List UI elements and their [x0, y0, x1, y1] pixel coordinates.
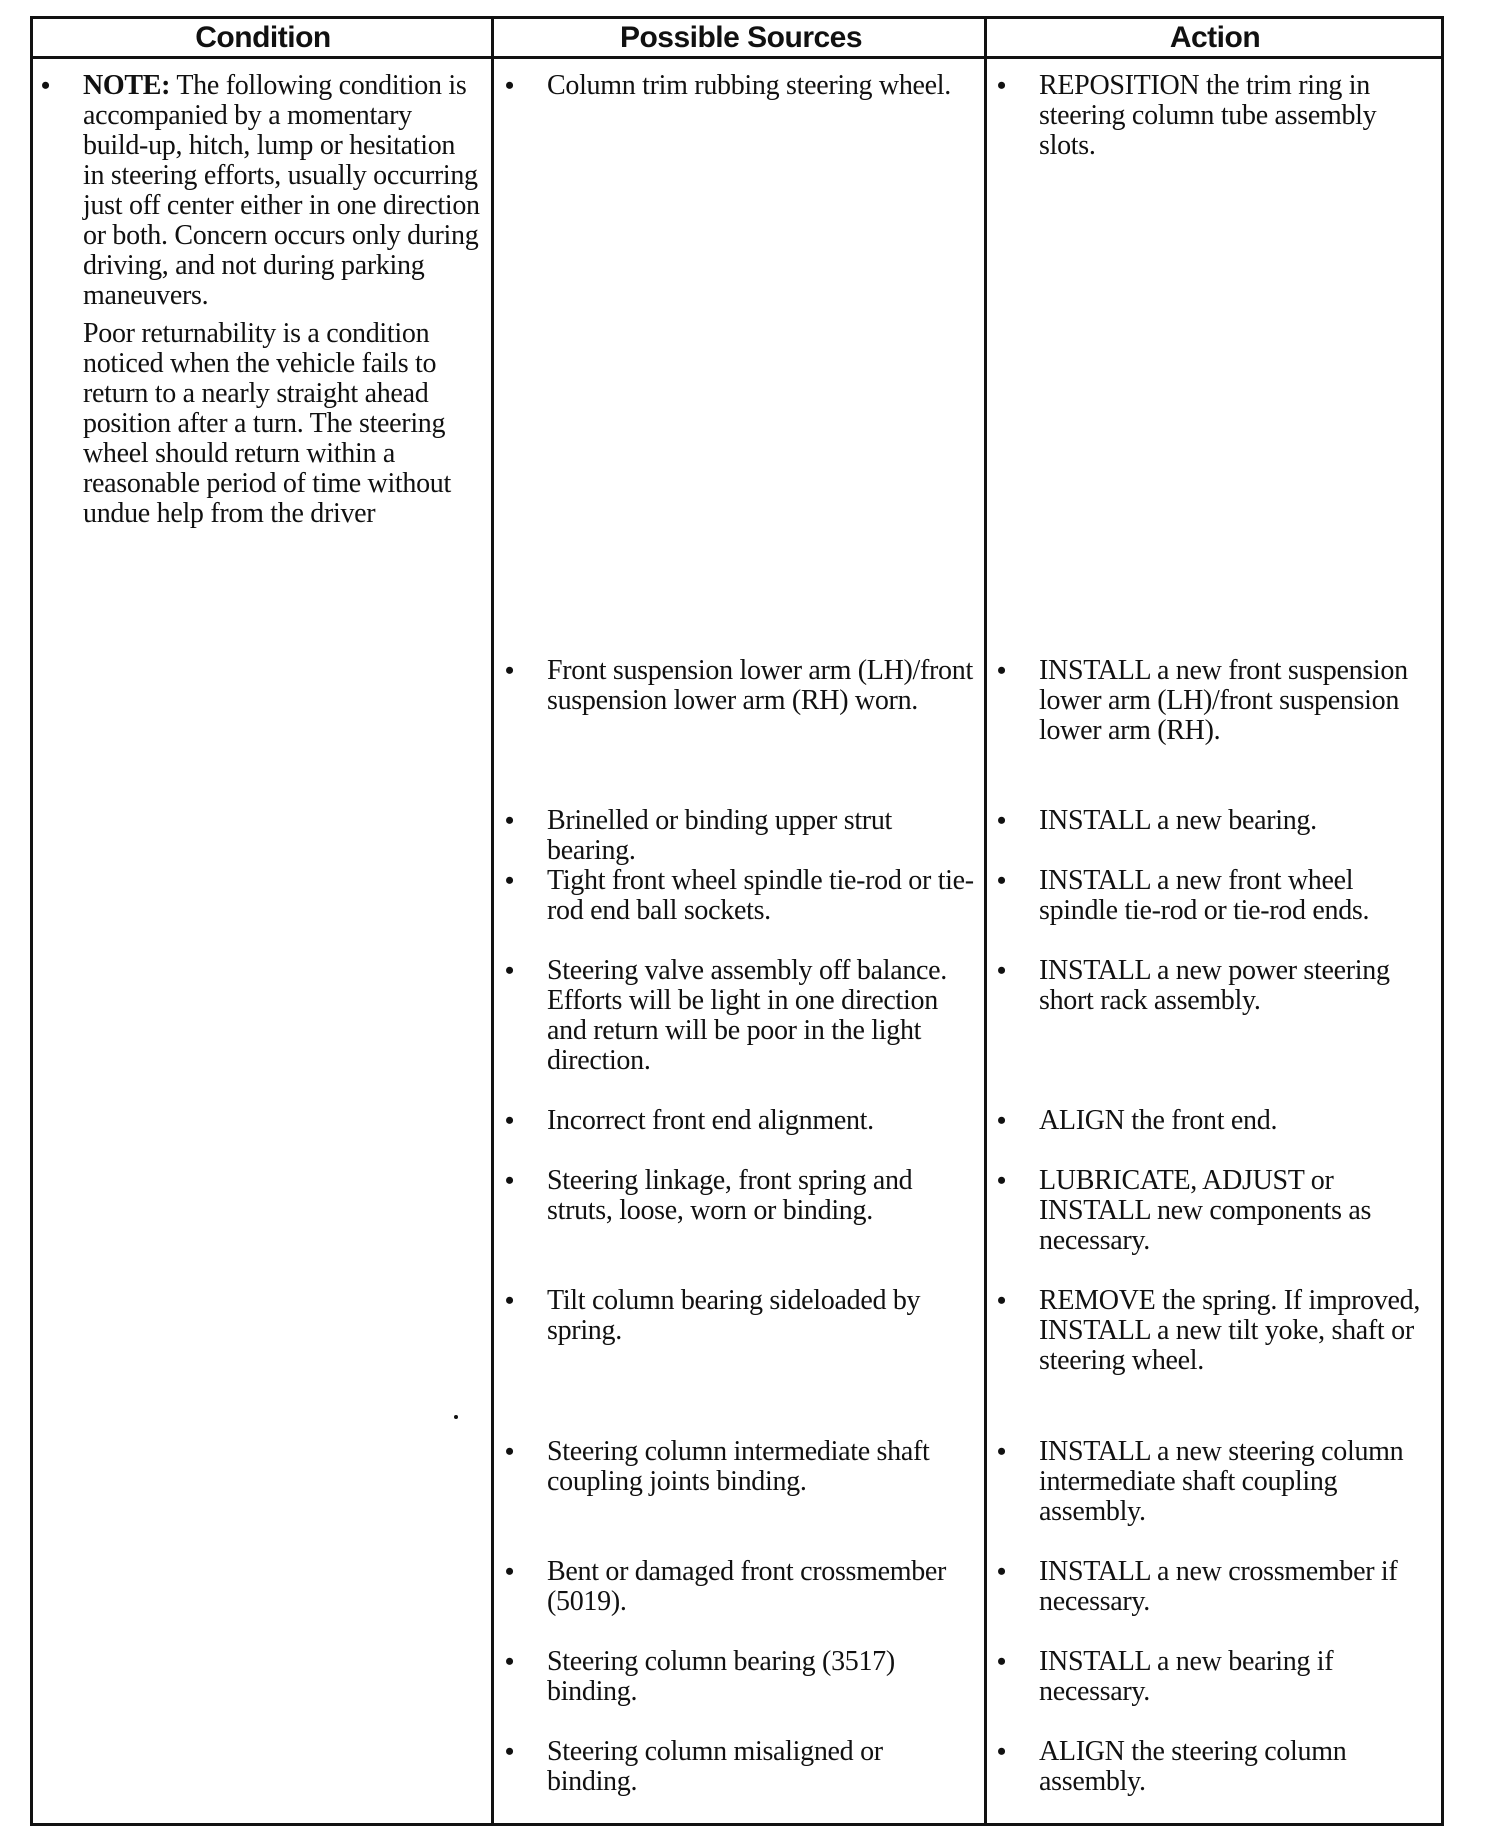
condition-note	[41, 71, 481, 529]
header-possible-sources: Possible Sources	[619, 21, 863, 54]
bullet-icon: •	[505, 71, 515, 100]
bullet-icon: •	[997, 1437, 1007, 1466]
bullet-icon: •	[505, 1437, 515, 1466]
column-divider-2	[984, 19, 987, 1823]
bullet-icon: •	[505, 1106, 515, 1135]
action-item: • INSTALL a new steering column intermediate shaft coupling assembly.	[997, 1436, 1404, 1527]
source-item: • Front suspension lower arm (LH)/front suspension lower arm (RH) worn.	[505, 655, 973, 716]
bullet-icon: •	[997, 71, 1007, 100]
bullet-icon: •	[997, 956, 1007, 985]
sources-column	[505, 59, 975, 1823]
source-item: • Brinelled or binding upper strut bearing.	[505, 805, 893, 866]
action-item: • LUBRICATE, ADJUST or INSTALL new components as necessary.	[997, 1165, 1372, 1256]
bullet-icon: •	[997, 1106, 1007, 1135]
action-item: • INSTALL a new bearing.	[997, 805, 1317, 836]
bullet-icon: •	[997, 1286, 1007, 1315]
bullet-icon: •	[505, 1647, 515, 1676]
troubleshooting-table	[30, 16, 1444, 1826]
source-item: • Steering valve assembly off balance. Efforts will be light in one direction and return will be poor in the light direction.	[505, 955, 947, 1076]
source-item: • Steering linkage, front spring and struts, loose, worn or binding.	[505, 1165, 913, 1226]
condition-paragraph: Poor returnability is a condition noticed when the vehicle fails to return to a nearly straight ahead position after a turn. The steering wheel should return within a reasonable period of time without undue help from the driver	[83, 318, 451, 529]
source-item: • Tilt column bearing sideloaded by spring.	[505, 1285, 921, 1346]
action-item: • ALIGN the front end.	[997, 1105, 1278, 1136]
action-item: • INSTALL a new front wheel spindle tie-rod or tie-rod ends.	[997, 865, 1370, 926]
bullet-icon: •	[505, 956, 515, 985]
stray-mark	[454, 1415, 458, 1419]
source-item: • Tight front wheel spindle tie-rod or tie-rod end ball sockets.	[505, 865, 974, 926]
action-item: • INSTALL a new front suspension lower arm (LH)/front suspension lower arm (RH).	[997, 655, 1408, 746]
bullet-icon: •	[997, 1647, 1007, 1676]
bullet-icon: •	[997, 1557, 1007, 1586]
source-item: • Bent or damaged front crossmember (5019).	[505, 1556, 947, 1617]
table-header	[33, 19, 1441, 59]
action-item: • REMOVE the spring. If improved, INSTALL a new tilt yoke, shaft or steering wheel.	[997, 1285, 1421, 1376]
action-item: • INSTALL a new bearing if necessary.	[997, 1646, 1334, 1707]
bullet-icon: •	[505, 1557, 515, 1586]
bullet-icon: •	[505, 806, 515, 835]
bullet-icon: •	[505, 1286, 515, 1315]
column-divider-1	[491, 19, 494, 1823]
bullet-icon: •	[997, 1166, 1007, 1195]
source-item: • Steering column bearing (3517) binding.	[505, 1646, 895, 1707]
source-item: • Column trim rubbing steering wheel.	[505, 70, 951, 101]
note-text: The following condition is accompanied by a momentary build-up, hitch, lump or hesitation in steering efforts, usually occurring just off center either in one direction or both. Concern occurs only during driving, and not during parking maneuvers.	[83, 70, 480, 311]
bullet-icon: •	[997, 806, 1007, 835]
bullet-icon: •	[997, 866, 1007, 895]
action-item: • INSTALL a new power steering short rack assembly.	[997, 955, 1390, 1016]
bullet-icon: •	[997, 656, 1007, 685]
action-item: • ALIGN the steering column assembly.	[997, 1736, 1347, 1797]
bullet-icon: •	[505, 1166, 515, 1195]
source-item: • Steering column misaligned or binding.	[505, 1736, 883, 1797]
source-item: • Incorrect front end alignment.	[505, 1105, 874, 1136]
action-item: • INSTALL a new crossmember if necessary.	[997, 1556, 1398, 1617]
bullet-icon: •	[505, 866, 515, 895]
note-label: NOTE:	[83, 70, 171, 101]
condition-column	[41, 59, 481, 1823]
bullet-icon: •	[505, 656, 515, 685]
bullet-icon: •	[997, 1737, 1007, 1766]
source-item: • Steering column intermediate shaft coupling joints binding.	[505, 1436, 930, 1497]
header-condition: Condition	[195, 21, 331, 54]
bullet-icon: •	[505, 1737, 515, 1766]
header-action: Action	[1169, 21, 1261, 54]
bullet-icon: •	[41, 71, 51, 100]
action-item: • REPOSITION the trim ring in steering column tube assembly slots.	[997, 70, 1377, 161]
action-column	[997, 59, 1437, 1823]
